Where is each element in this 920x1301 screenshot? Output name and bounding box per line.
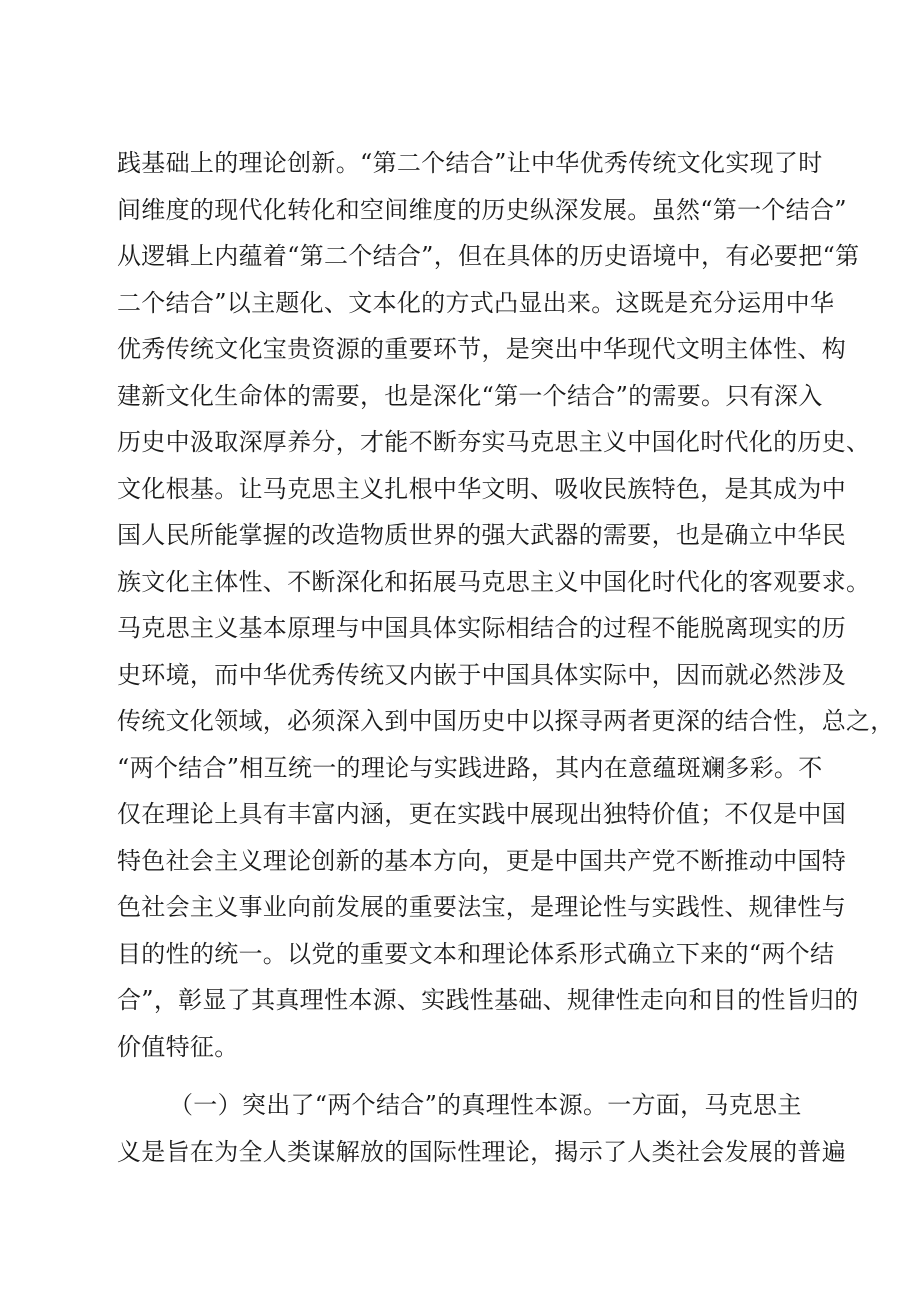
paragraph-line: 合”，彰显了其真理性本源、实践性基础、规律性走向和目的性旨归的 [117,986,859,1014]
paragraph-line: 传统文化领域，必须深入到中国历史中以探寻两者更深的结合性，总之， [117,707,895,735]
paragraph-line: 优秀传统文化宝贵资源的重要环节，是突出中华现代文明主体性、构 [117,335,846,363]
paragraph-2 [117,1082,846,1175]
paragraph-line: 马克思主义基本原理与中国具体实际相结合的过程不能脱离现实的历 [117,614,846,642]
paragraph-line: 间维度的现代化转化和空间维度的历史纵深发展。虽然“第一个结合” [117,195,847,224]
paragraph-line: 历史中汲取深厚养分，才能不断夯实马克思主义中国化时代化的历史、 [117,428,871,456]
paragraph-spacer [117,1070,803,1082]
paragraph-line: 族文化主体性、不断深化和拓展马克思主义中国化时代化的客观要求。 [117,567,871,596]
paragraph-line: 价值特征。 [117,1032,239,1061]
paragraph-line: 特色社会主义理论创新的基本方向，更是中国共产党不断推动中国特 [117,846,846,875]
document-body [117,140,895,1175]
paragraph-line: 史环境，而中华优秀传统又内嵌于中国具体实际中，因而就必然涉及 [117,660,846,689]
paragraph-line: 二个结合”以主题化、文本化的方式凸显出来。这既是充分运用中华 [117,288,835,317]
paragraph-line: 仅在理论上具有丰富内涵，更在实践中展现出独特价值；不仅是中国 [117,800,846,828]
paragraph-line: 文化根基。让马克思主义扎根中华文明、吸收民族特色，是其成为中 [117,474,846,503]
paragraph-line: 色社会主义事业向前发展的重要法宝，是理论性与实践性、规律性与 [117,893,846,921]
paragraph-line: 建新文化生命体的需要，也是深化“第一个结合”的需要。只有深入 [117,381,823,410]
paragraph-line: “两个结合”相互统一的理论与实践进路，其内在意蕴斑斓多彩。不 [117,753,823,782]
paragraph-line: 目的性的统一。以党的重要文本和理论体系形式确立下来的“两个结 [117,939,835,968]
paragraph-line: 践基础上的理论创新。“第二个结合”让中华优秀传统文化实现了时 [117,149,823,177]
section-heading-line: （一）突出了“两个结合”的真理性本源。一方面，马克思主 [169,1091,802,1119]
paragraph-1 [117,140,895,1070]
paragraph-line: 国人民所能掌握的改造物质世界的强大武器的需要，也是确立中华民 [117,521,846,549]
paragraph-line: 义是旨在为全人类谋解放的国际性理论，揭示了人类社会发展的普遍 [117,1137,846,1166]
paragraph-line: 从逻辑上内蕴着“第二个结合”，但在具体的历史语境中，有必要把“第 [117,242,860,270]
